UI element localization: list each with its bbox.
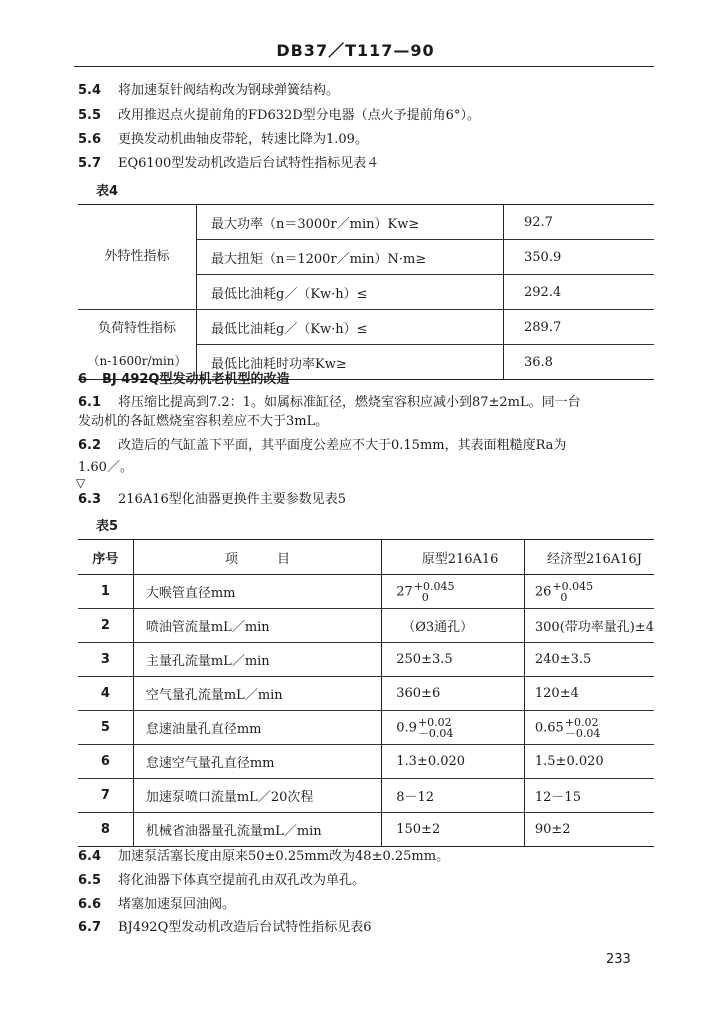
tolerance-upper: +0.045 — [413, 579, 455, 593]
row-number: 8 — [78, 813, 133, 847]
para-number: 5.7 — [78, 156, 102, 171]
tolerance-upper: +0.02 — [564, 715, 599, 729]
header-rule — [74, 66, 654, 67]
para-text: 将加速泵针阀结构改为钢球弹簧结构。 — [118, 83, 340, 98]
roughness-symbol: ▽ — [76, 476, 86, 490]
para-text: 更换发动机曲轴皮带轮，转速比降为1.09。 — [118, 132, 368, 147]
row-number: 5 — [78, 711, 133, 745]
table-row — [78, 813, 654, 847]
tolerance — [552, 581, 593, 603]
para-number: 6.4 — [78, 849, 102, 864]
row-number: 6 — [78, 745, 133, 779]
row-eco: 1.5±0.020 — [524, 745, 654, 779]
table-row — [78, 609, 654, 643]
tolerance-upper: +0.045 — [552, 579, 594, 593]
table4-item: 最大功率（n＝3000r／min）Kw≥ — [197, 205, 504, 240]
para-text: BJ492Q型发动机改造后台试特性指标见表6 — [118, 920, 372, 935]
para-6-4 — [78, 848, 449, 866]
table-row — [78, 643, 654, 677]
para-number: 5.5 — [78, 108, 102, 123]
para-5-7 — [78, 155, 379, 173]
table4-label: 表4 — [96, 184, 119, 199]
para-5-6 — [78, 131, 368, 149]
para-text: EQ6100型发动机改造后台试特性指标见表４ — [118, 156, 380, 171]
row-eco: 300(带功率量孔)±4 — [524, 609, 654, 643]
row-item: 怠速空气量孔直径mm — [133, 745, 381, 779]
tolerance-lower: －0.04 — [564, 726, 601, 740]
table-row — [78, 745, 654, 779]
nominal-value: 26 — [534, 584, 552, 599]
row-item: 空气量孔流量mL／min — [133, 677, 381, 711]
table4-group-outer: 外特性指标 — [78, 205, 197, 310]
row-orig: 150±2 — [382, 813, 525, 847]
para-number: 5.6 — [78, 132, 102, 147]
para-text: 堵塞加速泵回油阀。 — [118, 897, 236, 912]
nominal-value: 0.65 — [534, 720, 564, 735]
row-number: 1 — [78, 575, 133, 609]
row-number: 7 — [78, 779, 133, 813]
nominal-value: 0.9 — [396, 720, 417, 735]
table-row — [78, 711, 654, 745]
row-number: 3 — [78, 643, 133, 677]
table4-value: 289.7 — [504, 310, 655, 345]
tolerance — [418, 717, 454, 739]
table-row — [78, 575, 654, 609]
table4-group-load-line2: （n-1600r/min） — [87, 353, 187, 368]
tolerance — [414, 581, 455, 603]
row-eco — [524, 711, 654, 745]
para-6-3 — [78, 491, 346, 509]
row-number: 4 — [78, 677, 133, 711]
table-header-row — [78, 540, 654, 575]
row-orig: 250±3.5 — [382, 643, 525, 677]
row-eco — [524, 575, 654, 609]
table5-header-no: 序号 — [78, 540, 133, 575]
para-text: 改造后的气缸盖下平面，其平面度公差应不大于0.15mm，其表面粗糙度Ra为 — [118, 438, 567, 453]
page-number: 233 — [606, 952, 631, 967]
table4-value: 36.8 — [504, 345, 655, 380]
tolerance-upper: +0.02 — [417, 715, 452, 729]
row-item: 怠速油量孔直径mm — [133, 711, 381, 745]
table5-label: 表5 — [96, 519, 119, 534]
para-text: 将化油器下体真空提前孔由双孔改为单孔。 — [118, 873, 366, 888]
row-number: 2 — [78, 609, 133, 643]
para-number: 6.2 — [78, 438, 102, 453]
table4-item: 最大扭矩（n＝1200r／min）N·m≥ — [197, 240, 504, 275]
para-6-1 — [78, 394, 581, 412]
row-orig: 1.3±0.020 — [382, 745, 525, 779]
para-6-2-cont: 1.60／。 — [78, 460, 133, 475]
row-eco: 240±3.5 — [524, 643, 654, 677]
row-item: 主量孔流量mL／min — [133, 643, 381, 677]
row-eco: 120±4 — [524, 677, 654, 711]
para-number: 6.3 — [78, 492, 102, 507]
table-row — [78, 677, 654, 711]
table4 — [78, 204, 654, 380]
table4-value: 292.4 — [504, 275, 655, 310]
section-number: 6 — [78, 372, 88, 387]
row-orig: （Ø3通孔） — [382, 609, 525, 643]
table4-value: 92.7 — [504, 205, 655, 240]
table4-group-load — [78, 310, 197, 380]
table4-item: 最低比油耗时功率Kw≥ — [197, 345, 504, 380]
tolerance-lower: 0 — [421, 590, 429, 604]
table-row — [78, 205, 654, 240]
table5 — [78, 539, 654, 847]
nominal-value: 27 — [396, 584, 413, 599]
table4-item: 最低比油耗g／（Kw·h）≤ — [197, 275, 504, 310]
row-orig — [382, 575, 525, 609]
table5-header-orig: 原型216A16 — [382, 540, 525, 575]
para-6-2 — [78, 437, 566, 455]
tolerance-lower: 0 — [560, 590, 568, 604]
para-number: 6.6 — [78, 897, 102, 912]
section-title: BJ 492Q型发动机老机型的改造 — [102, 372, 290, 387]
para-text: 改用推迟点火提前角的FD632D型分电器（点火予提前角6°）。 — [118, 108, 480, 123]
para-number: 6.1 — [78, 395, 102, 410]
row-item: 机械省油器量孔流量mL／min — [133, 813, 381, 847]
para-number: 6.7 — [78, 920, 102, 935]
row-eco: 90±2 — [524, 813, 654, 847]
para-number: 5.4 — [78, 83, 102, 98]
tolerance — [565, 717, 601, 739]
section6-heading — [78, 371, 289, 389]
row-orig — [382, 711, 525, 745]
para-text: 加速泵活塞长度由原来50±0.25mm改为48±0.25mm。 — [118, 849, 450, 864]
table5-header-eco: 经济型216A16J — [524, 540, 654, 575]
tolerance-lower: －0.04 — [417, 726, 454, 740]
table4-value: 350.9 — [504, 240, 655, 275]
para-5-4 — [78, 82, 339, 100]
para-number: 6.5 — [78, 873, 102, 888]
row-eco: 12－15 — [524, 779, 654, 813]
table4-item: 最低比油耗g／（Kw·h）≤ — [197, 310, 504, 345]
row-item: 喷油管流量mL／min — [133, 609, 381, 643]
para-6-6 — [78, 896, 235, 914]
table5-header-item: 项 目 — [133, 540, 381, 575]
para-6-1-cont: 发动机的各缸燃烧室容积差应不大于3mL。 — [78, 414, 329, 429]
para-6-7 — [78, 919, 372, 937]
row-item: 加速泵喷口流量mL／20次程 — [133, 779, 381, 813]
para-5-5 — [78, 107, 480, 125]
page-header: DB37／T117—90 — [276, 41, 435, 60]
table-row — [78, 310, 654, 345]
table-row — [78, 779, 654, 813]
row-orig: 8－12 — [382, 779, 525, 813]
para-text: 将压缩比提高到7.2：1。如属标准缸径，燃烧室容积应减小到87±2mL。同一台 — [118, 395, 581, 410]
table4-group-load-line1: 负荷特性指标 — [97, 320, 176, 336]
para-6-5 — [78, 872, 365, 890]
para-text: 216A16型化油器更换件主要参数见表5 — [118, 492, 347, 507]
row-orig: 360±6 — [382, 677, 525, 711]
row-item: 大喉管直径mm — [133, 575, 381, 609]
